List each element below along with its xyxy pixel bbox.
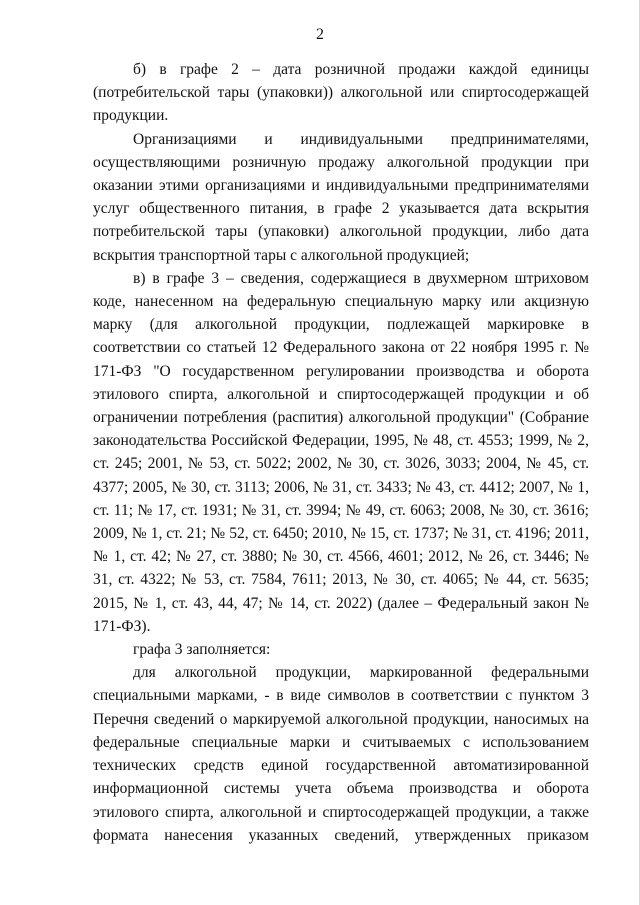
paragraph-catering-organizations: Организациями и индивидуальными предпринимателями, осуществляющими розничную продажу алкогольной продукции при оказании этими организациями и индивидуальными предпринимателями услуг общественного питания, в графе 2 указывается дата вскрытия потребительской тары (упаковки) алкогольной продукции, либо дата вскрытия транспортной тары с алкогольной продукцией; <box>93 130 589 264</box>
page-number: 2 <box>316 26 324 43</box>
paragraph-graph-2-date: б) в графе 2 – дата розничной продажи каждой единицы (потребительской тары (упаковки)) алкогольной или спиртосодержащей продукции. <box>93 61 589 125</box>
paragraph-graph-3-barcode: в) в графе 3 – сведения, содержащиеся в двухмерном штриховом коде, нанесенном на федеральную специальную марку или акцизную марку (для алкогольной продукции, подлежащей маркировке в соответствии со статьей 12 Федерального закона от 22 ноября 1995 г. № 171-ФЗ "О государственном регулировании производства и оборота этилового спирта, алкогольной и спиртосодержащей продукции и об ограничении потребления (распития) алкогольной продукции" (Собрание законодательства Российской Федерации, 1995, № 48, ст. 4553; 1999, № 2, ст. 245; 2001, № 53, ст. 5022; 2002, № 30, ст. 3026, 3033; 2004, № 45, ст. 4377; 2005, № 30, ст. 3113; 2006, № 31, ст. 3433; № 43, ст. 4412; 2007, № 1, ст. 11; № 17, ст. 1931; № 31, ст. 3994; № 49, ст. 6063; 2008, № 30, ст. 3616; 2009, № 1, ст. 21; № 52, ст. 6450; 2010, № 15, ст. 1737; № 31, ст. 4196; 2011, № 1, ст. 42; № 27, ст. 3880; № 30, ст. 4566, 4601; 2012, № 26, ст. 3446; № 31, ст. 4322; № 53, ст. 7584, 7611; 2013, № 30, ст. 4065; № 44, ст. 5635; 2015, № 1, ст. 43, 44, 47; № 14, ст. 2022) (далее – Федеральный закон № 171-ФЗ). <box>93 269 589 635</box>
paragraph-graph-3-filled: графа 3 заполняется: <box>133 641 271 659</box>
document-body <box>93 58 589 847</box>
paragraph-special-marks: для алкогольной продукции, маркированной федеральными специальными марками, - в виде символов в соответствии с пунктом 3 Перечня сведений о маркируемой алкогольной продукции, наносимых на федеральные специальные марки и считываемых с использованием технических средств единой государственной автоматизированной информационной системы учета объема производства и оборота этилового спирта, алкогольной и спиртосодержащей продукции, а также формата нанесения указанных сведений, утвержденных приказом <box>93 664 589 844</box>
